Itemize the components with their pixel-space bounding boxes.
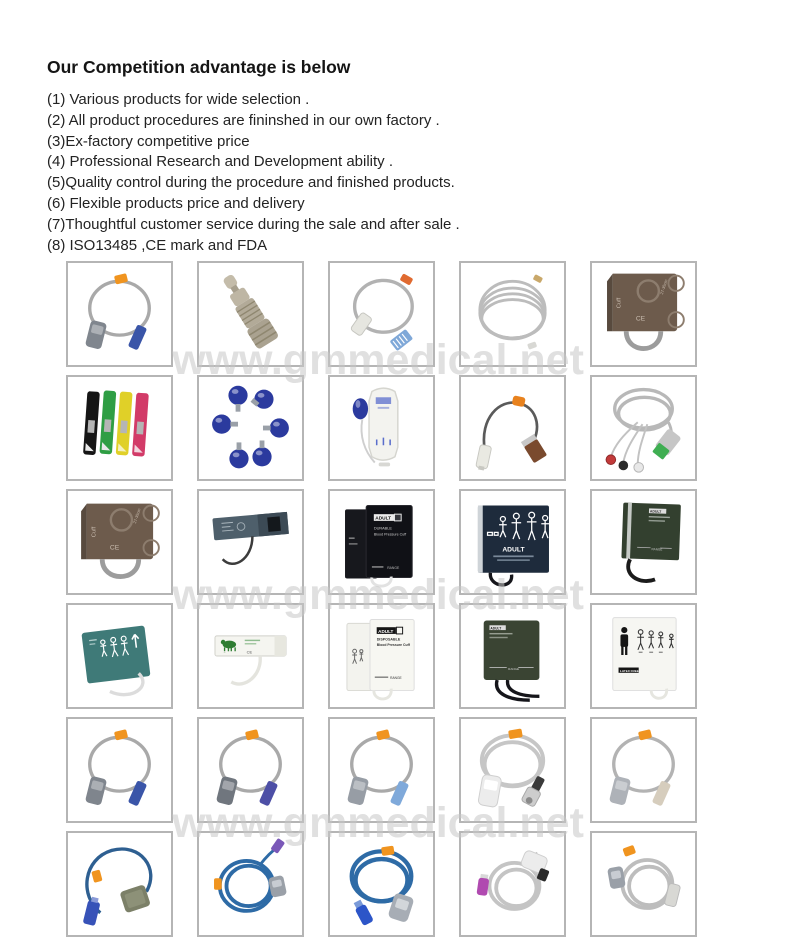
cuff-adult-label: ADULT bbox=[490, 626, 502, 631]
spo2-sensor-image bbox=[71, 266, 168, 362]
watermark-text: www.gmmedical.net bbox=[172, 571, 584, 619]
advantage-item-1: (1) Various products for wide selection . bbox=[47, 91, 310, 108]
product-cell-spo2-gray-coil-magenta bbox=[459, 831, 566, 937]
cuff-line2: Blood Pressure Cuff bbox=[376, 642, 410, 647]
product-cell-nibp-cuff-green-durable bbox=[590, 489, 697, 595]
product-cell-nibp-cuff-veterinary bbox=[197, 603, 304, 709]
cuff-range-label: RANGE bbox=[651, 547, 663, 552]
product-cell-nibp-cuff-navy-adult bbox=[459, 489, 566, 595]
black-cuff-image bbox=[333, 494, 430, 590]
spo2-sensor-image bbox=[595, 836, 692, 932]
product-cell-spo2-loop-beige bbox=[590, 717, 697, 823]
product-cell-nibp-cuff-latex-free bbox=[590, 603, 697, 709]
spo2-sensor-image bbox=[202, 836, 299, 932]
cuff-range-label: RANGE bbox=[387, 565, 400, 570]
product-cell-ibp-adapter-cable bbox=[459, 375, 566, 481]
product-cell-spo2-loop-lightblue bbox=[328, 717, 435, 823]
cuff-adult-label: ADULT bbox=[649, 509, 662, 514]
product-cell-spo2-loop-purple bbox=[197, 717, 304, 823]
product-cell-nibp-cuff-brown-2 bbox=[66, 489, 173, 595]
product-cell-spo2-blue-soft-tip bbox=[66, 831, 173, 937]
cuff-size-label: 27-35cm bbox=[658, 278, 669, 296]
product-cell-nibp-cuff-teal bbox=[66, 603, 173, 709]
cuff-line1: DISPOSABLE bbox=[376, 637, 401, 642]
product-cell-spo2-loop-blue bbox=[66, 717, 173, 823]
spo2-sensor-image bbox=[202, 722, 299, 818]
advantage-item-3: (3)Ex-factory competitive price bbox=[47, 132, 250, 150]
green-cuff-image bbox=[595, 494, 692, 590]
brown-cuff-image bbox=[595, 266, 692, 362]
cuff-side-label: Cuff bbox=[91, 526, 98, 538]
product-cell-nibp-cuff-black-adult bbox=[328, 489, 435, 595]
product-cell-spo2-blue-coil-round-blue bbox=[328, 831, 435, 937]
veterinary-cuff-image bbox=[202, 608, 299, 704]
slate-cuff-image bbox=[202, 494, 299, 590]
product-cell-spo2-finger-sensor bbox=[66, 261, 173, 367]
spo2-extension-cable-image bbox=[333, 266, 430, 362]
cuff-range-label: RANGE bbox=[390, 676, 402, 681]
product-cell-spo2-blue-coil-purple bbox=[197, 831, 304, 937]
spo2-sensor-image bbox=[595, 722, 692, 818]
spo2-sensor-image bbox=[71, 722, 168, 818]
teal-cuff-image bbox=[71, 608, 168, 704]
ce-mark: CE bbox=[635, 315, 646, 323]
product-cell-ecg-trunk-cable bbox=[590, 375, 697, 481]
product-cell-spo2-loop-round bbox=[459, 717, 566, 823]
ce-mark: CE bbox=[109, 544, 120, 552]
cuff-line2: Blood Pressure Cuff bbox=[373, 532, 407, 537]
product-cell-nibp-cuff-white-disposable bbox=[328, 603, 435, 709]
advantage-item-7: (7)Thoughtful customer service during the sale and after sale . bbox=[47, 215, 460, 233]
page-title: Our Competition advantage is below bbox=[47, 57, 351, 77]
spo2-sensor-image bbox=[333, 722, 430, 818]
spo2-sensor-image bbox=[71, 836, 168, 932]
product-cell-limb-clamp-electrodes bbox=[66, 375, 173, 481]
suction-electrodes-image bbox=[202, 380, 299, 476]
advantage-item-2: (2) All product procedures are fininshed in our own factory . bbox=[47, 111, 440, 129]
product-cell-coiled-cable bbox=[459, 261, 566, 367]
product-cell-nibp-cuff-darkgreen bbox=[459, 603, 566, 709]
latex-free-cuff-image bbox=[595, 608, 692, 704]
spo2-sensor-image bbox=[464, 722, 561, 818]
product-cell-nibp-cuff-brown bbox=[590, 261, 697, 367]
advantage-item-5: (5)Quality control during the procedure and finished products. bbox=[47, 174, 455, 192]
ibp-adapter-cable-image bbox=[464, 380, 561, 476]
advantage-item-4: (4) Professional Research and Development ability . bbox=[47, 153, 394, 171]
coiled-cable-image bbox=[464, 266, 561, 362]
watermark-text: www.gmmedical.net bbox=[172, 336, 584, 384]
cuff-size-label: 27-35cm bbox=[132, 507, 142, 525]
metal-connector-image bbox=[202, 266, 299, 362]
product-cell-metal-connector bbox=[197, 261, 304, 367]
advantage-item-6: (6) Flexible products price and delivery bbox=[47, 194, 305, 212]
navy-cuff-image bbox=[464, 494, 561, 590]
advantage-item-8: (8) ISO13485 ,CE mark and FDA bbox=[47, 236, 268, 254]
pressure-infusion-bag-image bbox=[333, 380, 430, 476]
spo2-sensor-image bbox=[333, 836, 430, 932]
ce-mark: CE bbox=[246, 649, 253, 655]
darkgreen-cuff-image bbox=[464, 608, 561, 704]
cuff-line1: DURABLE bbox=[373, 526, 392, 531]
product-cell-suction-electrodes bbox=[197, 375, 304, 481]
cuff-adult-label: ADULT bbox=[378, 628, 394, 634]
vet-brand-mark: ~ bbox=[223, 650, 226, 655]
limb-clamp-electrodes-image bbox=[71, 380, 168, 476]
white-disposable-cuff-image bbox=[333, 608, 430, 704]
cuff-adult-label: ADULT bbox=[502, 546, 525, 554]
product-cell-spo2-gray-coil-gray bbox=[590, 831, 697, 937]
latex-free-label: LATEX FREE bbox=[619, 668, 639, 673]
brown-cuff-image-2 bbox=[71, 494, 168, 590]
ecg-trunk-cable-image bbox=[595, 380, 692, 476]
watermark-text: www.gmmedical.net bbox=[172, 799, 584, 847]
product-cell-pressure-infusion-bag bbox=[328, 375, 435, 481]
product-cell-spo2-extension-cable bbox=[328, 261, 435, 367]
cuff-side-label: Cuff bbox=[616, 297, 623, 309]
product-cell-nibp-cuff-slate bbox=[197, 489, 304, 595]
cuff-range-label: RANGE bbox=[508, 666, 520, 671]
spo2-sensor-image bbox=[464, 836, 561, 932]
advantage-list bbox=[47, 90, 460, 256]
cuff-adult-label: ADULT bbox=[375, 516, 392, 522]
product-grid bbox=[66, 261, 697, 937]
